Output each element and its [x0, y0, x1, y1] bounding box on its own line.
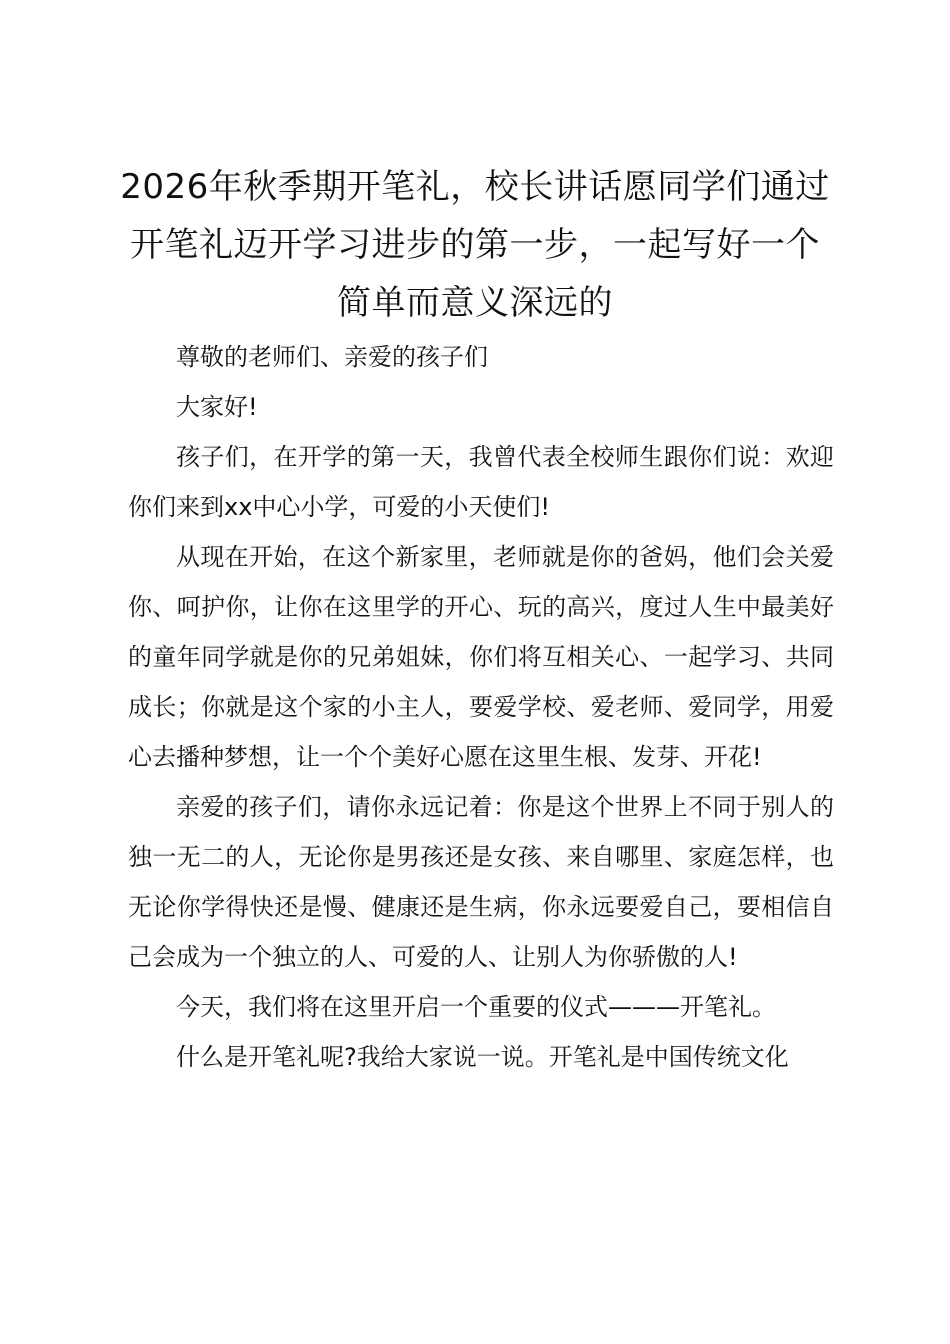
document-title: 2026年秋季期开笔礼，校长讲话愿同学们通过开笔礼迈开学习进步的第一步，一起写好一个简单而意义深远的: [120, 167, 830, 323]
paragraph-welcome: 孩子们，在开学的第一天，我曾代表全校师生跟你们说：欢迎你们来到xx中心小学，可爱的小天使们!: [128, 443, 834, 521]
paragraph-salutation: 尊敬的老师们、亲爱的孩子们: [176, 343, 488, 371]
paragraph-ceremony: 今天，我们将在这里开启一个重要的仪式———开笔礼。: [176, 993, 776, 1021]
paragraph-new-home: 从现在开始，在这个新家里，老师就是你的爸妈，他们会关爱你、呵护你，让你在这里学的开心、玩的高兴，度过人生中最美好的童年同学就是你的兄弟姐妹，你们将互相关心、一起学习、共同成长；你就是这个家的小主人，要爱学校、爱老师、爱同学，用爱心去播种梦想，让一个个美好心愿在这里生根、发芽、开花!: [128, 543, 834, 771]
paragraph-greeting: 大家好!: [176, 393, 258, 421]
document-body: [128, 332, 834, 1082]
paragraph-explanation: 什么是开笔礼呢?我给大家说一说。开笔礼是中国传统文化: [176, 1043, 789, 1071]
paragraph-unique-self: 亲爱的孩子们，请你永远记着：你是这个世界上不同于别人的独一无二的人，无论你是男孩还是女孩、来自哪里、家庭怎样，也无论你学得快还是慢、健康还是生病，你永远要爱自己，要相信自己会成为一个独立的人、可爱的人、让别人为你骄傲的人!: [128, 793, 834, 971]
